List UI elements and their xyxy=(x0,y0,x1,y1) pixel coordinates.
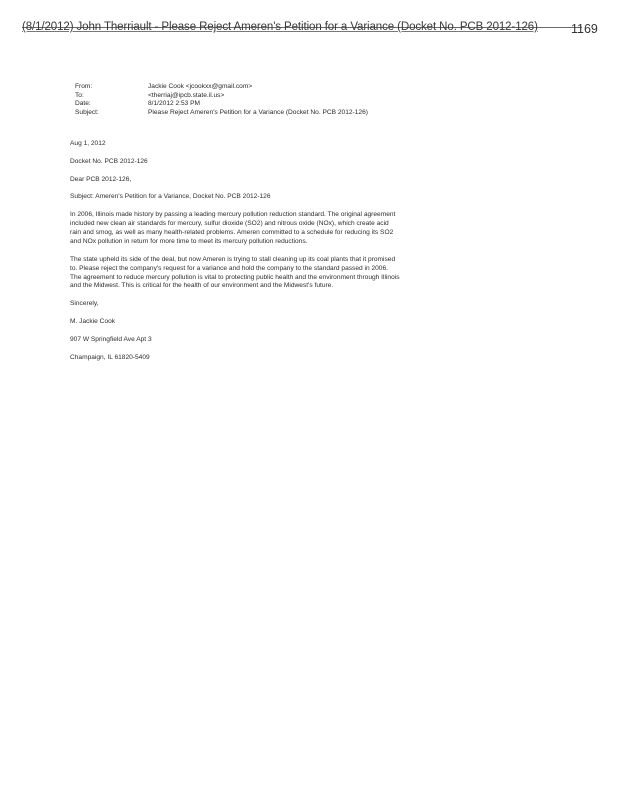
email-to-row xyxy=(75,92,368,101)
email-from-row xyxy=(75,83,368,92)
from-value: Jackie Cook <jcookxx@gmail.com> xyxy=(148,83,253,90)
letter-subject-line: Subject: Ameren's Petition for a Variance, Docket No. PCB 2012-126 xyxy=(70,193,271,201)
to-value: <therriaj@ipcb.state.il.us> xyxy=(148,91,225,99)
page-number: 1169 xyxy=(571,22,598,36)
email-date-row xyxy=(75,100,368,109)
date-value: 8/1/2012 2:53 PM xyxy=(148,100,201,108)
letter-body xyxy=(70,140,400,371)
subject-value: Please Reject Ameren's Petition for a Variance (Docket No. PCB 2012-126) xyxy=(148,108,368,116)
letter-date: Aug 1, 2012 xyxy=(70,140,106,147)
email-metadata xyxy=(75,83,368,117)
letter-salutation: Dear PCB 2012-126, xyxy=(70,175,132,183)
letter-paragraph-2: The state upheld its side of the deal, but now Ameren is trying to stall cleaning up its coal plants that it promised to. Please reject the company's request for a variance and hold the company to the standard passed in 2006. The agreement to reduce mercury pollution is vital to protecting public health and the environment through Illinois and the Midwest. This is critical for the health of our environment and the Midwest's future. xyxy=(70,255,400,290)
email-subject-row xyxy=(75,109,368,118)
to-label: To: xyxy=(75,91,84,99)
signature-block xyxy=(70,318,400,363)
letter-docket: Docket No. PCB 2012-126 xyxy=(70,157,148,165)
letter-paragraph-1: In 2006, Illinois made history by passing a leading mercury pollution reduction standard. The original agreement included new clean air standards for mercury, sulfur dioxide (SO2) and nitrous oxide (NOx), which create acid rain and smog, as well as many health-related problems. Ameren committed to a schedule for reducing its SO2 and NOx pollution in return for more time to meet its mercury pollution reductions. xyxy=(70,211,396,245)
subject-label: Subject: xyxy=(75,108,99,116)
signature-name: M. Jackie Cook xyxy=(70,318,116,326)
date-label: Date: xyxy=(75,100,91,108)
signature-address-line-2: Champaign, IL 61820-5409 xyxy=(70,353,150,361)
letter-closing: Sincerely, xyxy=(70,300,99,308)
from-label: From: xyxy=(75,83,93,90)
signature-address-line-1: 907 W Springfield Ave Apt 3 xyxy=(70,335,152,343)
page-header-title: (8/1/2012) John Therriault - Please Reject Ameren's Petition for a Variance (Docket No. PCB 2012-126) xyxy=(22,21,538,33)
